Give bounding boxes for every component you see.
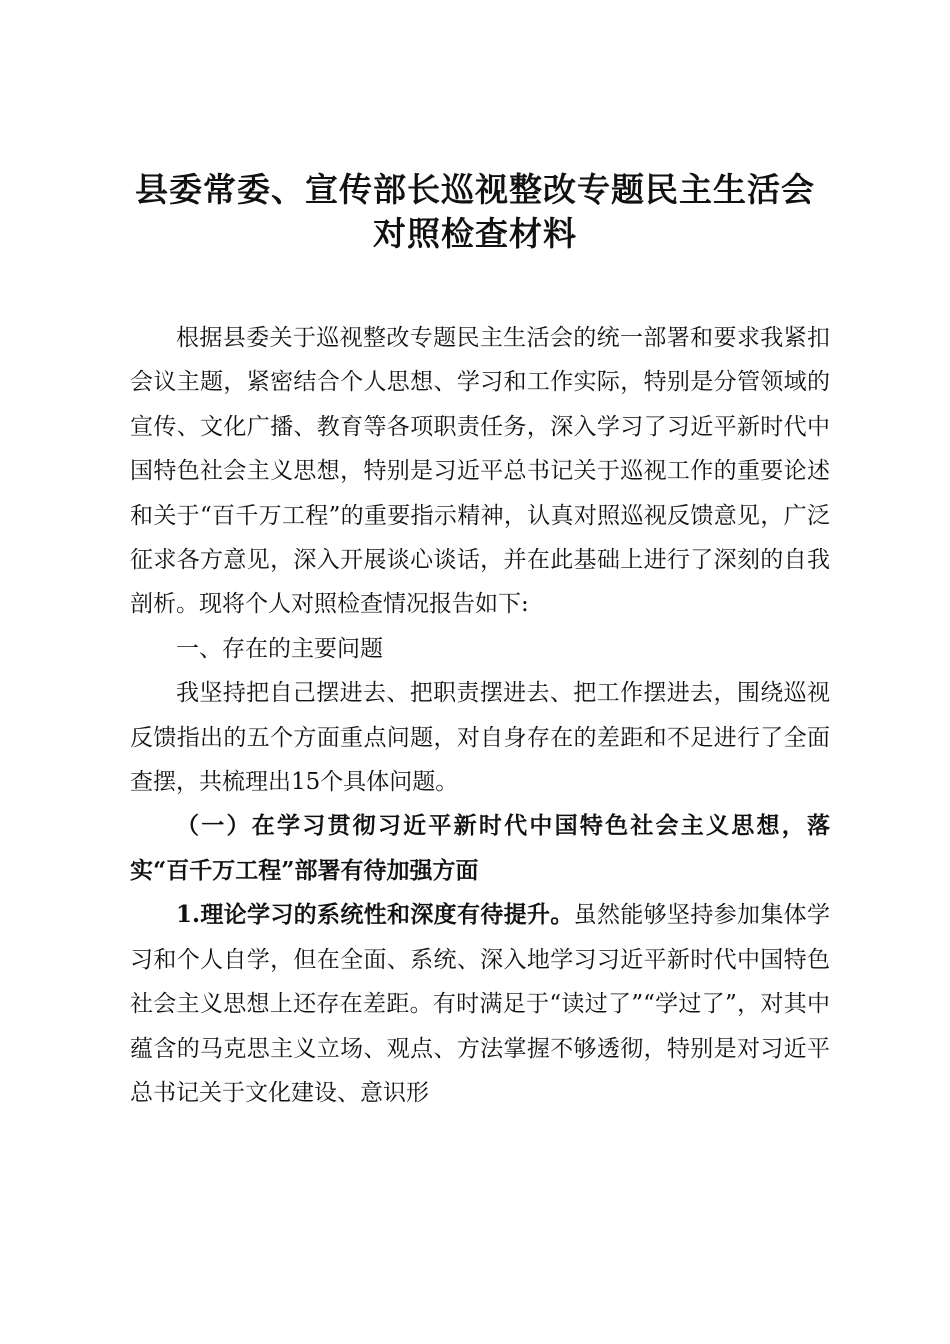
item-text: 虽然能够坚持参加集体学习和个人自学，但在全面、系统、深入地学习习近平新时代中国特色社会主义思想上还存在差距。有时满足于“读过了”“学过了”，对其中蕴含的马克思主义立场、观点、方法掌握不够透彻，特别是对习近平总书记关于文化建设、意识形 [130, 902, 830, 1106]
document-title-line-1: 县委常委、宣传部长巡视整改专题民主生活会 [135, 170, 815, 209]
item-heading: 1.理论学习的系统性和深度有待提升。 [176, 901, 574, 929]
section-paragraph: 我坚持把自己摆进去、把职责摆进去、把工作摆进去，围绕巡视反馈指出的五个方面重点问题，对自身存在的差距和不足进行了全面查摆，共梳理出15个具体问题。 [130, 680, 830, 796]
item-paragraph [130, 893, 830, 1115]
subsection-heading: （一）在学习贯彻习近平新时代中国特色社会主义思想，落实“百千万工程”部署有待加强方面 [130, 812, 830, 884]
section-heading-main-problems: 一、存在的主要问题 [176, 635, 383, 662]
intro-paragraph: 根据县委关于巡视整改专题民主生活会的统一部署和要求我紧扣会议主题，紧密结合个人思想、学习和工作实际，特别是分管领域的宣传、文化广播、教育等各项职责任务，深入学习了习近平新时代中国特色社会主义思想，特别是习近平总书记关于巡视工作的重要论述和关于“百千万工程”的重要指示精神，认真对照巡视反馈意见，广泛征求各方意见，深入开展谈心谈话，并在此基础上进行了深刻的自我剖析。现将个人对照检查情况报告如下: [130, 325, 830, 618]
document-body [130, 316, 830, 1115]
document-title-line-2: 对照检查材料 [373, 214, 577, 253]
